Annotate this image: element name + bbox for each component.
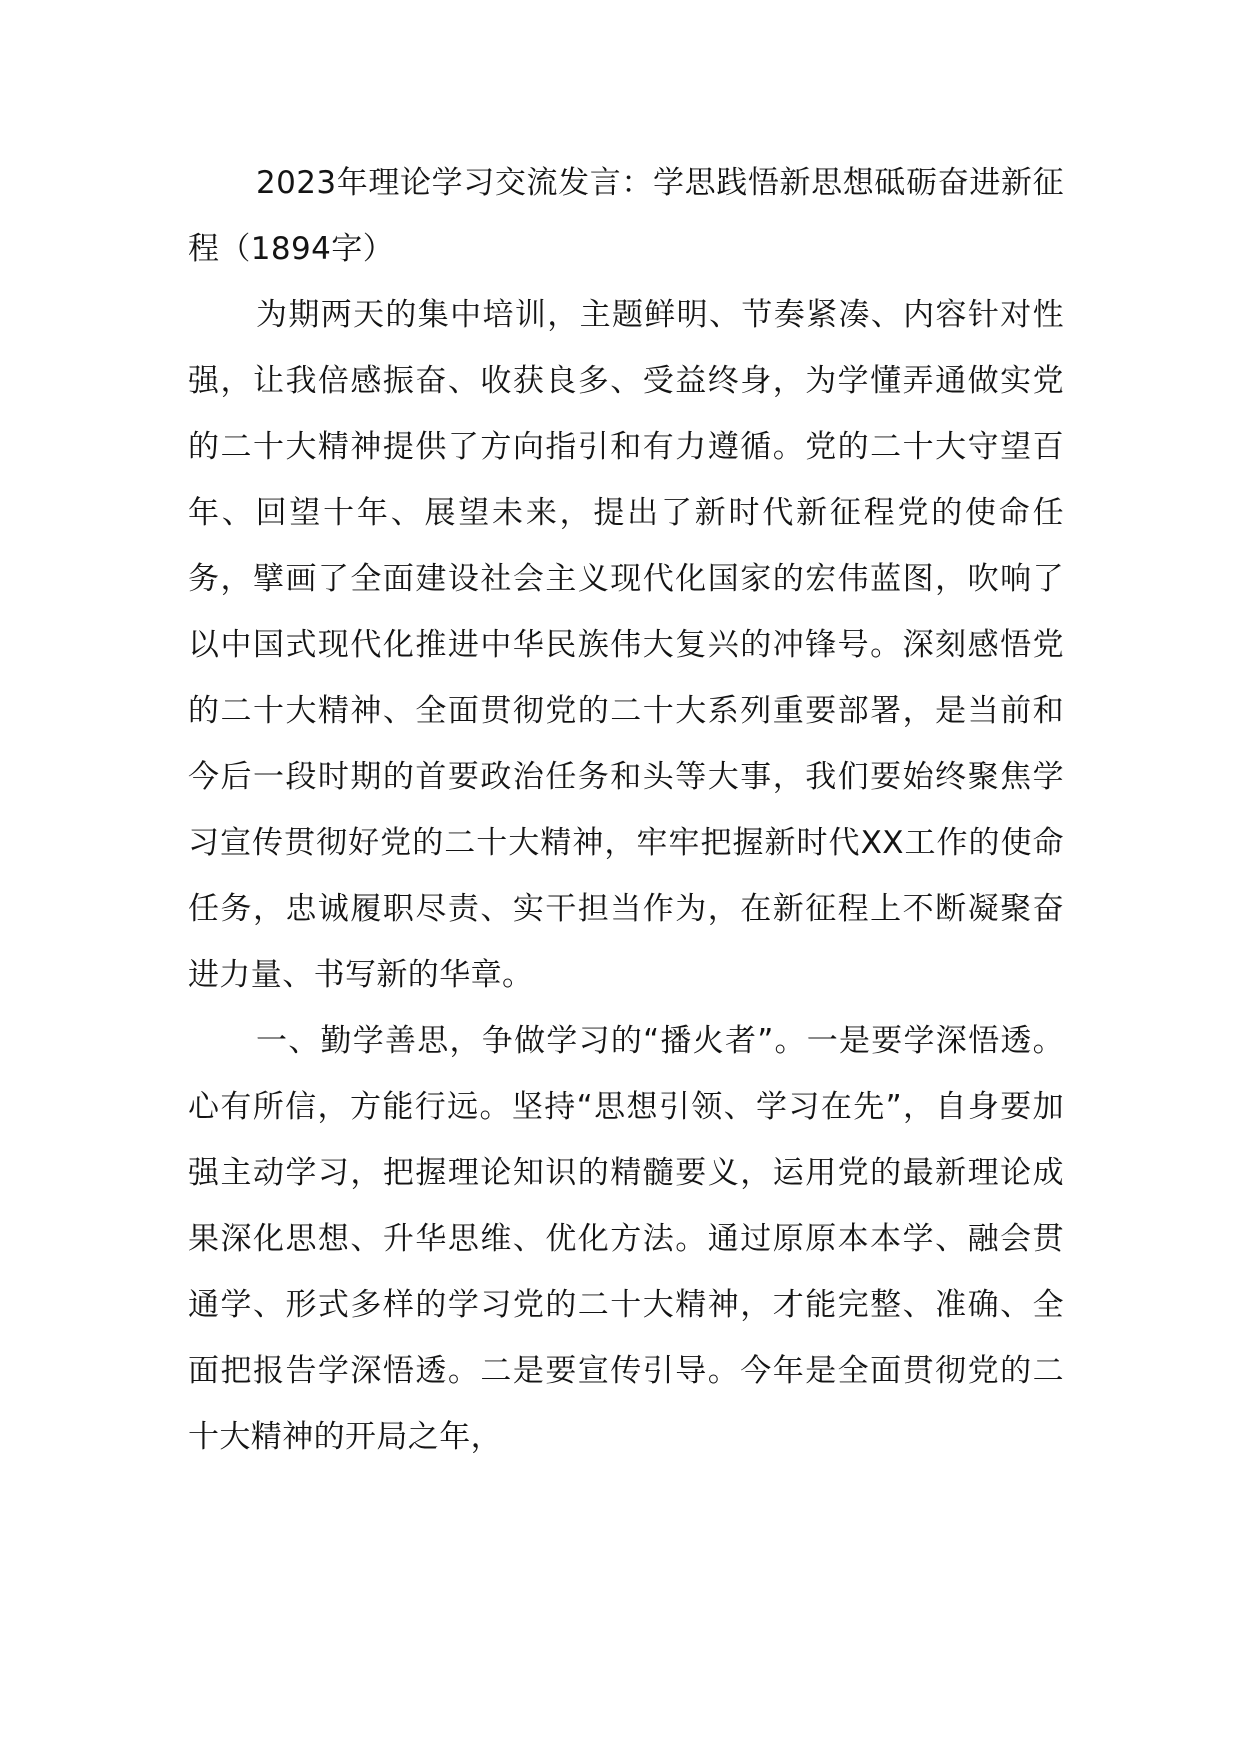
document-body — [188, 150, 1064, 1470]
document-title: 2023年理论学习交流发言：学思践悟新思想砥砺奋进新征程（1894字） — [188, 165, 1064, 267]
paragraph-section-one: 一、勤学善思，争做学习的“播火者”。一是要学深悟透。心有所信，方能行远。坚持“思想引领、学习在先”，自身要加强主动学习，把握理论知识的精髓要义，运用党的最新理论成果深化思想、升华思维、优化方法。通过原原本本学、融会贯通学、形式多样的学习党的二十大精神，才能完整、准确、全面把报告学深悟透。二是要宣传引导。今年是全面贯彻党的二十大精神的开局之年， — [188, 1023, 1064, 1455]
paragraph-intro: 为期两天的集中培训，主题鲜明、节奏紧凑、内容针对性强，让我倍感振奋、收获良多、受益终身，为学懂弄通做实党的二十大精神提供了方向指引和有力遵循。党的二十大守望百年、回望十年、展望未来，提出了新时代新征程党的使命任务，擘画了全面建设社会主义现代化国家的宏伟蓝图，吹响了以中国式现代化推进中华民族伟大复兴的冲锋号。深刻感悟党的二十大精神、全面贯彻党的二十大系列重要部署，是当前和今后一段时期的首要政治任务和头等大事，我们要始终聚焦学习宣传贯彻好党的二十大精神，牢牢把握新时代XX工作的使命任务，忠诚履职尽责、实干担当作为，在新征程上不断凝聚奋进力量、书写新的华章。 — [188, 297, 1064, 993]
